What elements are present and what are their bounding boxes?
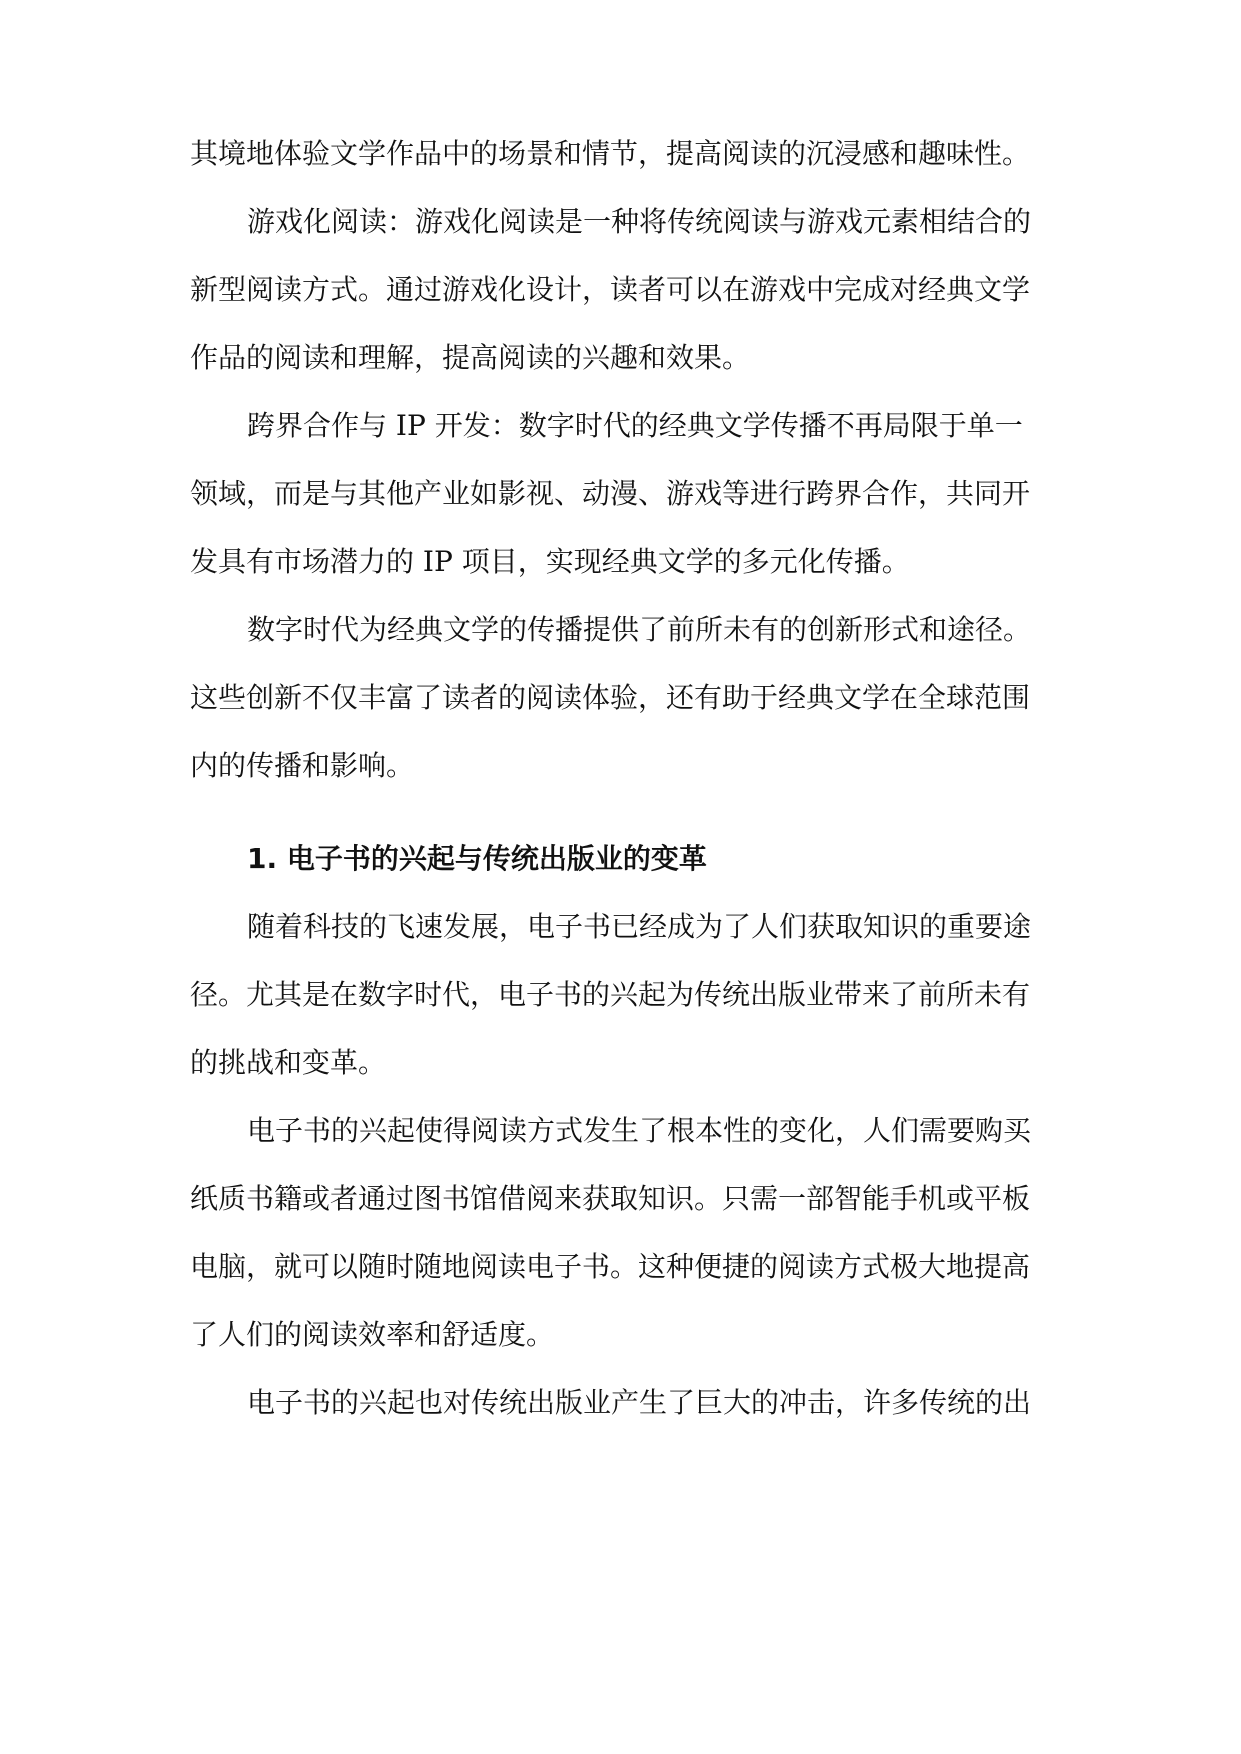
body-text-line: 了人们的阅读效率和舒适度。 bbox=[190, 1318, 555, 1351]
paragraph-start-line: 电子书的兴起使得阅读方式发生了根本性的变化，人们需要购买 bbox=[247, 1114, 1032, 1147]
paragraph-start-line: 随着科技的飞速发展，电子书已经成为了人们获取知识的重要途 bbox=[247, 910, 1032, 943]
body-text-line: 其境地体验文学作品中的场景和情节，提高阅读的沉浸感和趣味性。 bbox=[190, 137, 1031, 170]
body-text-line: 作品的阅读和理解，提高阅读的兴趣和效果。 bbox=[190, 341, 751, 374]
body-text-line: 发具有市场潜力的 IP 项目，实现经典文学的多元化传播。 bbox=[190, 545, 910, 578]
body-text-line: 径。尤其是在数字时代，电子书的兴起为传统出版业带来了前所未有 bbox=[190, 978, 1031, 1011]
paragraph-start-line: 数字时代为经典文学的传播提供了前所未有的创新形式和途径。 bbox=[247, 613, 1032, 646]
body-text-line: 内的传播和影响。 bbox=[190, 749, 415, 782]
body-text-line: 领域，而是与其他产业如影视、动漫、游戏等进行跨界合作，共同开 bbox=[190, 477, 1031, 510]
body-text-line: 新型阅读方式。通过游戏化设计，读者可以在游戏中完成对经典文学 bbox=[190, 273, 1031, 306]
section-heading: 1. 电子书的兴起与传统出版业的变革 bbox=[247, 842, 707, 875]
body-text-line: 的挑战和变革。 bbox=[190, 1046, 387, 1079]
body-text-line: 电脑，就可以随时随地阅读电子书。这种便捷的阅读方式极大地提高 bbox=[190, 1250, 1031, 1283]
body-text-line: 纸质书籍或者通过图书馆借阅来获取知识。只需一部智能手机或平板 bbox=[190, 1182, 1031, 1215]
paragraph-start-line: 游戏化阅读：游戏化阅读是一种将传统阅读与游戏元素相结合的 bbox=[247, 205, 1032, 238]
body-text-line: 这些创新不仅丰富了读者的阅读体验，还有助于经典文学在全球范围 bbox=[190, 681, 1031, 714]
paragraph-start-line: 电子书的兴起也对传统出版业产生了巨大的冲击，许多传统的出 bbox=[247, 1386, 1032, 1419]
paragraph-start-line: 跨界合作与 IP 开发：数字时代的经典文学传播不再局限于单一 bbox=[247, 409, 1023, 442]
